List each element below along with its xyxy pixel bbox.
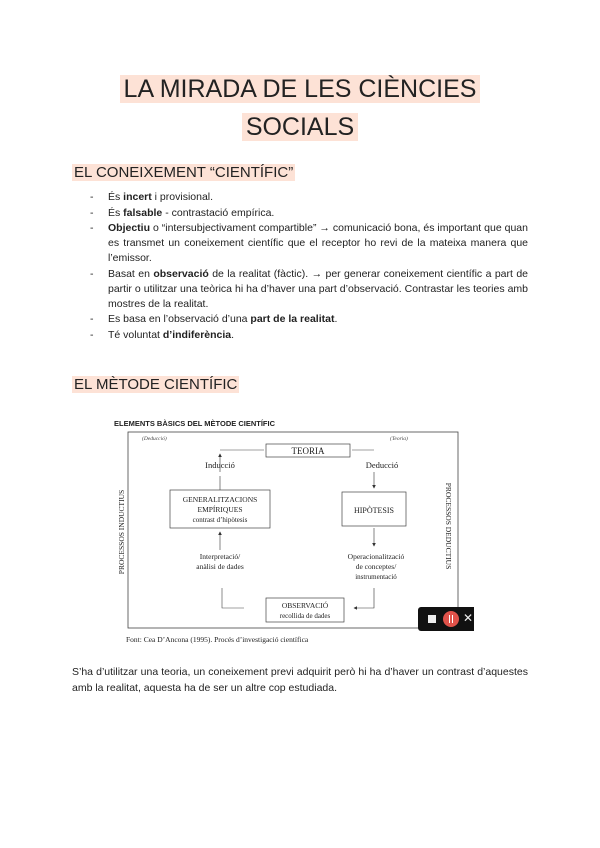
generalitzacions-line2: EMPÍRIQUES (197, 505, 243, 514)
close-icon[interactable]: ✕ (463, 611, 474, 625)
induccio-label: Inducció (205, 460, 235, 470)
page-title-line1: LA MIRADA DE LES CIÈNCIES (120, 75, 481, 103)
hipotesis-label: HIPÒTESIS (353, 506, 395, 515)
video-controls (418, 607, 474, 631)
list-item: - Basat en observació de la realitat (fàctic). → per generar coneixement científic a part de partir o utilitzar una teòrica hi ha d’haver una part d’observació. Contrastar les teories amb mostres de la realitat. (90, 267, 528, 312)
side-label-deductius: PROCESSOS DEDUCTIUS (444, 482, 453, 570)
interpretacio-line1: Interpretació/ (199, 552, 241, 561)
pause-record-icon[interactable] (443, 611, 459, 627)
section-heading-coneixement: EL CONEIXEMENT “CIENTÍFIC” (74, 164, 294, 181)
arrow-left-icon (354, 588, 374, 608)
figure-source: Font: Cea D’Ancona (1995). Procés d’investigació científica (126, 635, 309, 644)
list-item: - És falsable - contrastació empírica. (90, 206, 528, 221)
operacionalitzacio-line2: de conceptes/ (355, 562, 397, 571)
operacionalitzacio-line1: Operacionalització (347, 552, 405, 561)
observacio-line2: recollida de dades (279, 612, 331, 620)
operacionalitzacio-line3: instrumentació (355, 573, 397, 581)
closing-paragraph: S’ha d’utilitzar una teoria, un coneixement previ adquirit però hi ha d’haver un contrast d’aquestes amb la realitat, aquesta ha de ser un altre cop estudiada. (72, 666, 528, 694)
deduccio-label: Deducció (365, 460, 399, 470)
diagram-title: ELEMENTS BÀSICS DEL MÈTODE CIENTÍFIC (114, 419, 275, 428)
corner-label-right: (Teoria) (390, 436, 408, 442)
generalitzacions-line3: contrast d’hipòtesis (192, 516, 248, 524)
list-item: - Es basa en l’observació d’una part de la realitat. (90, 312, 528, 327)
generalitzacions-line1: GENERALITZACIONS (182, 495, 258, 504)
bullet-list (90, 190, 528, 343)
page-title (0, 70, 600, 146)
connector-line (222, 588, 244, 608)
page-title-line2: SOCIALS (242, 113, 358, 141)
stop-icon[interactable] (428, 615, 436, 623)
list-item: - Té voluntat d’indiferència. (90, 328, 528, 343)
corner-label-left: (Deducció) (142, 436, 167, 442)
list-item: - És incert i provisional. (90, 190, 528, 205)
section-heading-metode: EL MÈTODE CIENTÍFIC (74, 376, 238, 393)
teoria-label: TEORIA (291, 446, 325, 456)
side-label-inductius: PROCESSOS INDUCTIUS (117, 489, 126, 575)
list-item: - Objectiu o “intersubjectivament compartible” → comunicació bona, és important que quan es transmet un coneixement científic que el receptor ho revi de la mateixa manera que l’emissor. (90, 221, 528, 266)
observacio-line1: OBSERVACIÓ (281, 601, 329, 610)
interpretacio-line2: anàlisi de dades (196, 562, 244, 571)
